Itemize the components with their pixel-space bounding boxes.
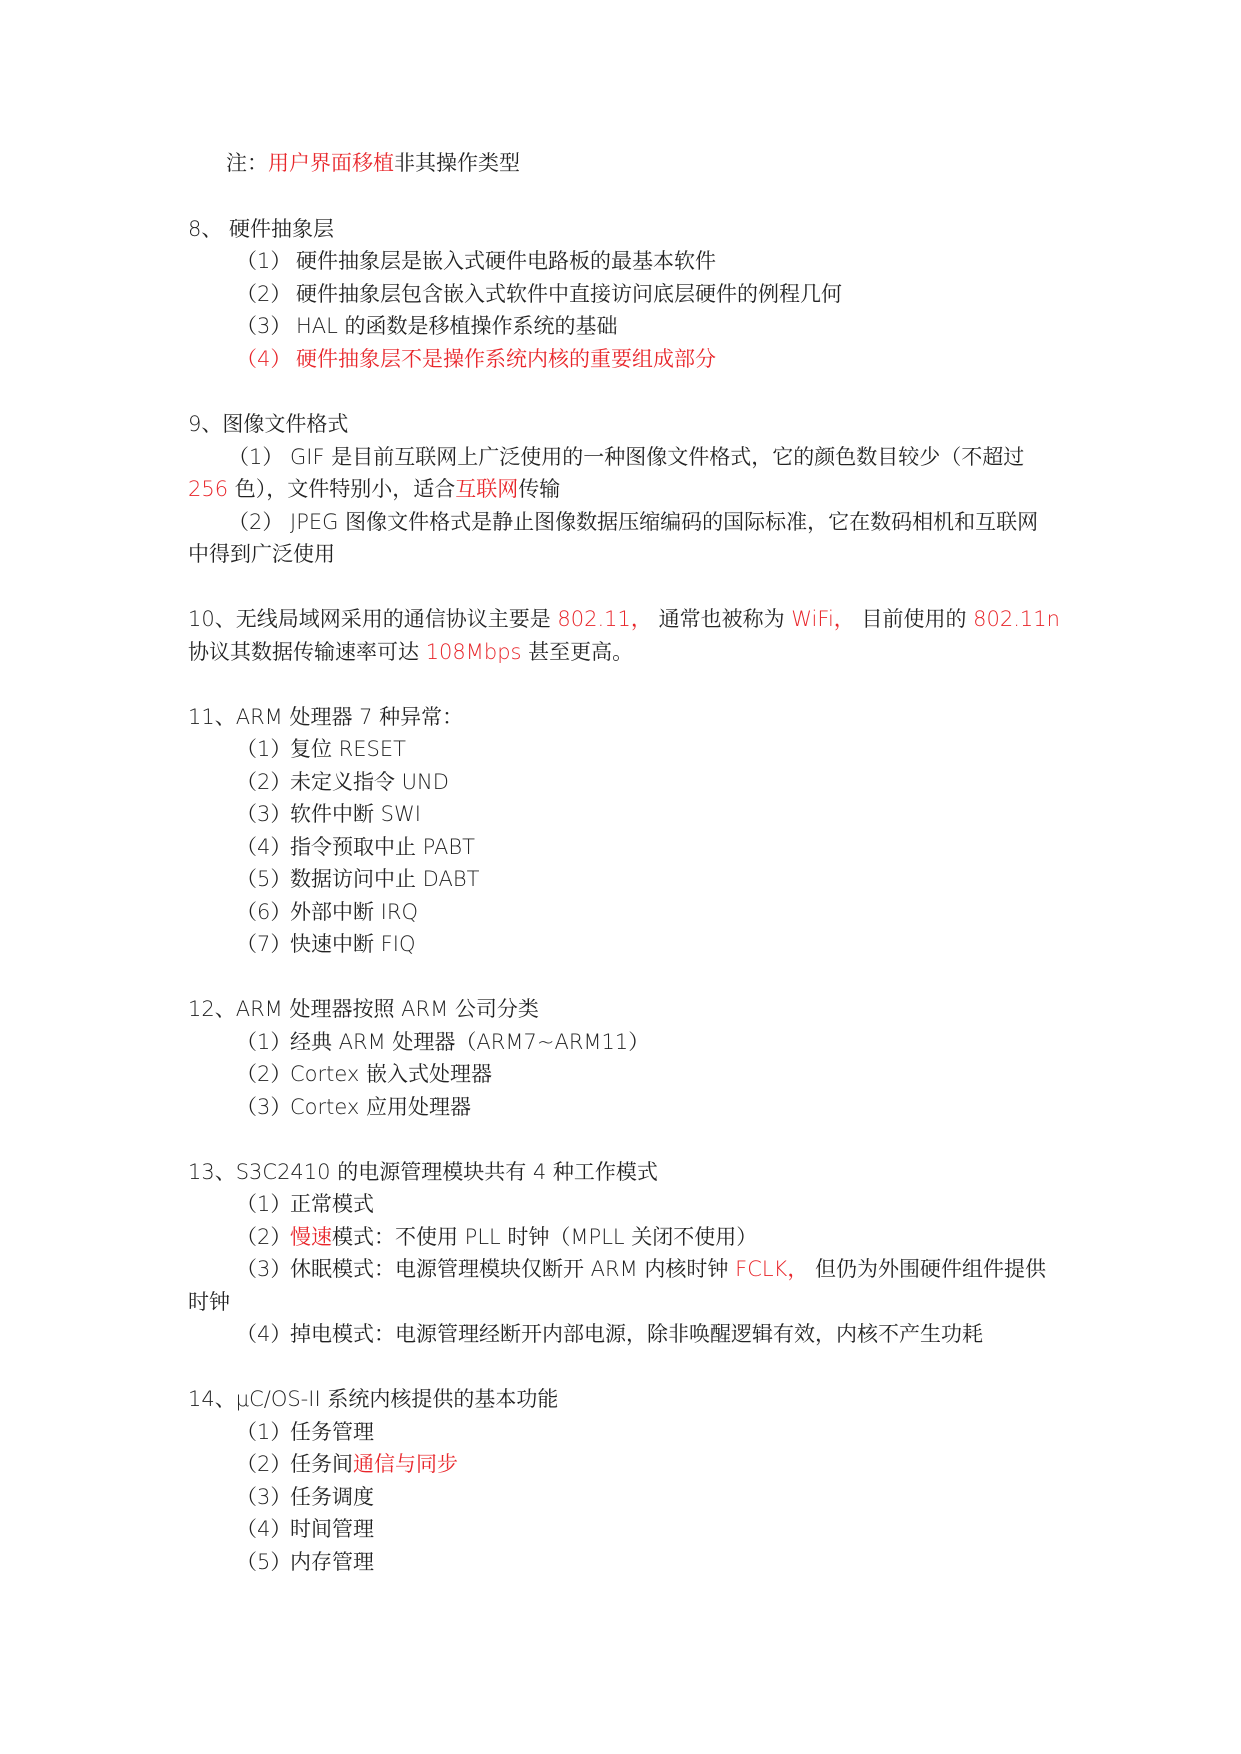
s10-text-a: 10、无线局域网采用的通信协议主要是 xyxy=(188,607,558,631)
s13-item-1-num: （1） xyxy=(236,1192,292,1216)
s14-item-5-text: 内存管理 xyxy=(290,1550,374,1574)
s9-para-1-line-1: （1） GIF 是目前互联网上广泛使用的一种图像文件格式，它的颜色数目较少（不超过 xyxy=(228,445,1025,469)
s14-item-4-num: （4） xyxy=(236,1517,292,1541)
section-10-line-1 xyxy=(188,606,1060,632)
s11-item-3 xyxy=(236,801,421,827)
s9-256: 256 xyxy=(188,477,229,501)
note-prefix: 注： xyxy=(226,151,268,175)
s9-transmit: 传输 xyxy=(518,477,561,501)
s11-item-6-text: 外部中断 IRQ xyxy=(290,900,418,924)
s12-item-2-text: Cortex 嵌入式处理器 xyxy=(290,1062,493,1086)
s10-text-e: 甚至更高。 xyxy=(521,640,634,664)
s13-item-2-text: 模式：不使用 PLL 时钟（MPLL 关闭不使用） xyxy=(332,1225,758,1249)
s14-item-5 xyxy=(236,1549,374,1575)
s14-item-4-text: 时间管理 xyxy=(290,1517,374,1541)
s11-item-3-text: 软件中断 SWI xyxy=(290,802,421,826)
s8-item-2-text: 硬件抽象层包含嵌入式软件中直接访问底层硬件的例程几何 xyxy=(296,282,842,306)
s14-item-1-num: （1） xyxy=(236,1420,292,1444)
s10-speed: 108Mbps xyxy=(425,640,522,664)
note-suffix: 非其操作类型 xyxy=(394,151,520,175)
section-9-title: 9、图像文件格式 xyxy=(188,412,349,436)
s8-item-4-text: 硬件抽象层不是操作系统内核的重要组成部分 xyxy=(296,347,716,371)
section-14-title: 14、μC/OS-II 系统内核提供的基本功能 xyxy=(188,1387,559,1411)
s11-item-7-num: （7） xyxy=(236,932,292,956)
s9-para-2-line-2: 中得到广泛使用 xyxy=(188,542,335,566)
s9-para-1-line-2 xyxy=(188,476,560,502)
note-highlight: 用户界面移植 xyxy=(268,151,394,175)
s13-item-3-text-b: 但仍为外围硬件组件提供 xyxy=(808,1257,1047,1281)
s12-item-1-num: （1） xyxy=(236,1030,292,1054)
s11-item-7-text: 快速中断 FIQ xyxy=(290,932,416,956)
s11-item-5-text: 数据访问中止 DABT xyxy=(290,867,480,891)
s8-item-4 xyxy=(236,346,716,372)
section-11-title: 11、ARM 处理器 7 种异常： xyxy=(188,705,464,729)
s13-item-2 xyxy=(236,1224,757,1250)
s13-item-4 xyxy=(236,1321,983,1347)
s10-wifi: WiFi， xyxy=(791,607,855,631)
s8-item-1-text: 硬件抽象层是嵌入式硬件电路板的最基本软件 xyxy=(296,249,716,273)
s13-slow: 慢速 xyxy=(290,1225,332,1249)
s8-item-1-num: （1） xyxy=(236,249,292,273)
s11-item-3-num: （3） xyxy=(236,802,292,826)
s13-item-4-num: （4） xyxy=(236,1322,292,1346)
section-13-title: 13、S3C2410 的电源管理模块共有 4 种工作模式 xyxy=(188,1160,658,1184)
s11-item-4 xyxy=(236,834,475,860)
s13-item-4-text: 掉电模式：电源管理经断开内部电源，除非唤醒逻辑有效，内核不产生功耗 xyxy=(290,1322,983,1346)
s9-para-2-line-1: （2） JPEG 图像文件格式是静止图像数据压缩编码的国际标准，它在数码相机和互联网 xyxy=(228,510,1039,534)
s13-item-1 xyxy=(236,1191,374,1217)
s8-item-1 xyxy=(236,248,716,274)
s13-item-3-text-a: 休眠模式：电源管理模块仅断开 ARM 内核时钟 xyxy=(290,1257,736,1281)
s9-internet: 互联网 xyxy=(455,477,519,501)
s11-item-1-text: 复位 RESET xyxy=(290,737,406,761)
s11-item-4-num: （4） xyxy=(236,835,292,859)
s10-text-b: 通常也被称为 xyxy=(651,607,792,631)
s8-item-4-num: （4） xyxy=(236,347,292,371)
s14-comm-sync: 通信与同步 xyxy=(353,1452,458,1476)
s8-item-3-text: HAL 的函数是移植操作系统的基础 xyxy=(296,314,618,338)
s11-item-6 xyxy=(236,899,418,925)
s11-item-6-num: （6） xyxy=(236,900,292,924)
s14-item-1-text: 任务管理 xyxy=(290,1420,374,1444)
s12-item-3 xyxy=(236,1094,471,1120)
s12-item-3-num: （3） xyxy=(236,1095,292,1119)
s10-80211: 802.11， xyxy=(557,607,652,631)
s11-item-7 xyxy=(236,931,415,957)
note-line xyxy=(226,150,520,176)
s10-text-d: 协议其数据传输速率可达 xyxy=(188,640,426,664)
s13-item-3-line-2: 时钟 xyxy=(188,1290,230,1314)
s14-item-5-num: （5） xyxy=(236,1550,292,1574)
s14-item-2-num: （2） xyxy=(236,1452,292,1476)
s13-item-1-text: 正常模式 xyxy=(290,1192,374,1216)
s11-item-5 xyxy=(236,866,479,892)
section-10-line-2 xyxy=(188,639,633,665)
s14-item-3 xyxy=(236,1484,374,1510)
s11-item-2-text: 未定义指令 UND xyxy=(290,770,449,794)
s9-para-1-text: 色），文件特别小，适合 xyxy=(228,477,456,501)
s12-item-3-text: Cortex 应用处理器 xyxy=(290,1095,472,1119)
s13-item-3-num: （3） xyxy=(236,1257,292,1281)
s8-item-3-num: （3） xyxy=(236,314,292,338)
s11-item-1-num: （1） xyxy=(236,737,292,761)
s10-80211n: 802.11n xyxy=(973,607,1060,631)
s14-item-3-num: （3） xyxy=(236,1485,292,1509)
section-12-title: 12、ARM 处理器按照 ARM 公司分类 xyxy=(188,997,539,1021)
s8-item-2 xyxy=(236,281,842,307)
s14-item-1 xyxy=(236,1419,374,1445)
section-8-title: 8、 硬件抽象层 xyxy=(188,217,335,241)
s13-fclk: FCLK， xyxy=(735,1257,809,1281)
s12-item-1-text: 经典 ARM 处理器（ARM7~ARM11） xyxy=(290,1030,650,1054)
s14-item-3-text: 任务调度 xyxy=(290,1485,374,1509)
s8-item-3 xyxy=(236,313,618,339)
s12-item-2 xyxy=(236,1061,492,1087)
s13-item-2-num: （2） xyxy=(236,1225,292,1249)
s14-item-2 xyxy=(236,1451,458,1477)
s8-item-2-num: （2） xyxy=(236,282,292,306)
s10-text-c: 目前使用的 xyxy=(854,607,974,631)
s14-item-4 xyxy=(236,1516,374,1542)
s12-item-2-num: （2） xyxy=(236,1062,292,1086)
s14-item-2-text: 任务间 xyxy=(290,1452,353,1476)
s11-item-1 xyxy=(236,736,406,762)
s11-item-2-num: （2） xyxy=(236,770,292,794)
s11-item-5-num: （5） xyxy=(236,867,292,891)
s12-item-1 xyxy=(236,1029,649,1055)
s13-item-3 xyxy=(236,1256,1046,1282)
s11-item-4-text: 指令预取中止 PABT xyxy=(290,835,475,859)
s11-item-2 xyxy=(236,769,449,795)
